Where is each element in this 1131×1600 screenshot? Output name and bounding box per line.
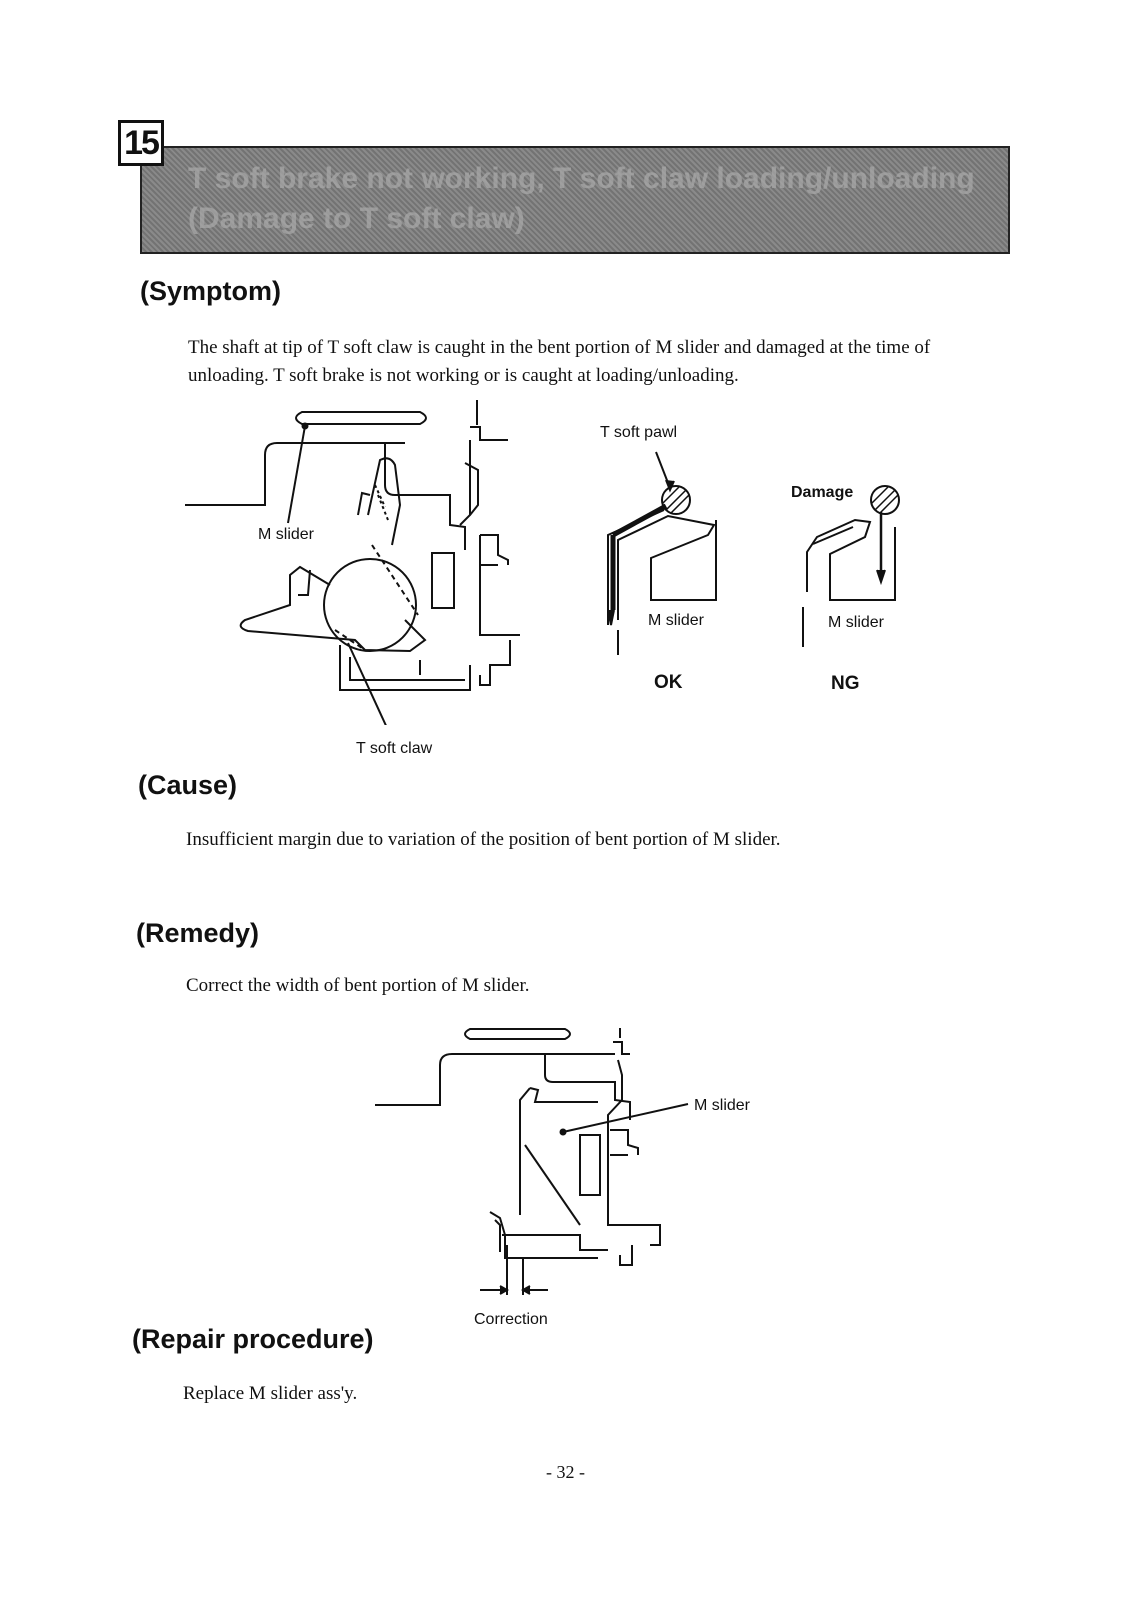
remedy-heading: (Remedy)	[136, 918, 260, 948]
label-damage: Damage	[791, 484, 854, 501]
cause-heading: (Cause)	[138, 770, 238, 800]
banner-title-line-1: T soft brake not working, T soft claw loading/unloading	[188, 162, 975, 195]
label-ng: NG	[831, 673, 860, 694]
repair-heading: (Repair procedure)	[132, 1324, 374, 1354]
label-ng-m-slider: M slider	[828, 614, 885, 631]
symptom-mechanism-figure	[180, 395, 520, 725]
label-ok: OK	[654, 672, 683, 693]
page-number: - 32 -	[546, 1462, 585, 1482]
section-number-badge: 15	[118, 120, 164, 166]
banner-title-line-2: (Damage to T soft claw)	[188, 202, 525, 235]
ok-figure	[596, 440, 746, 665]
cause-text: Insufficient margin due to variation of the position of bent portion of M slider.	[186, 829, 781, 850]
label-t-soft-pawl: T soft pawl	[600, 424, 678, 441]
symptom-text: The shaft at tip of T soft claw is caught in the bent portion of M slider and damaged at the time of unloading. T soft brake is not working or is caught at loading/unloading.	[188, 337, 931, 386]
label-t-soft-claw: T soft claw	[356, 740, 433, 757]
label-correction: Correction	[474, 1311, 548, 1328]
label-remedy-m-slider: M slider	[694, 1097, 751, 1114]
section-title-banner	[140, 146, 1010, 254]
label-ok-m-slider: M slider	[648, 612, 705, 629]
symptom-heading: (Symptom)	[140, 276, 281, 306]
repair-text: Replace M slider ass'y.	[183, 1383, 358, 1404]
label-m-slider: M slider	[258, 526, 315, 543]
remedy-mechanism-figure	[370, 1020, 700, 1320]
remedy-text: Correct the width of bent portion of M slider.	[186, 975, 530, 996]
